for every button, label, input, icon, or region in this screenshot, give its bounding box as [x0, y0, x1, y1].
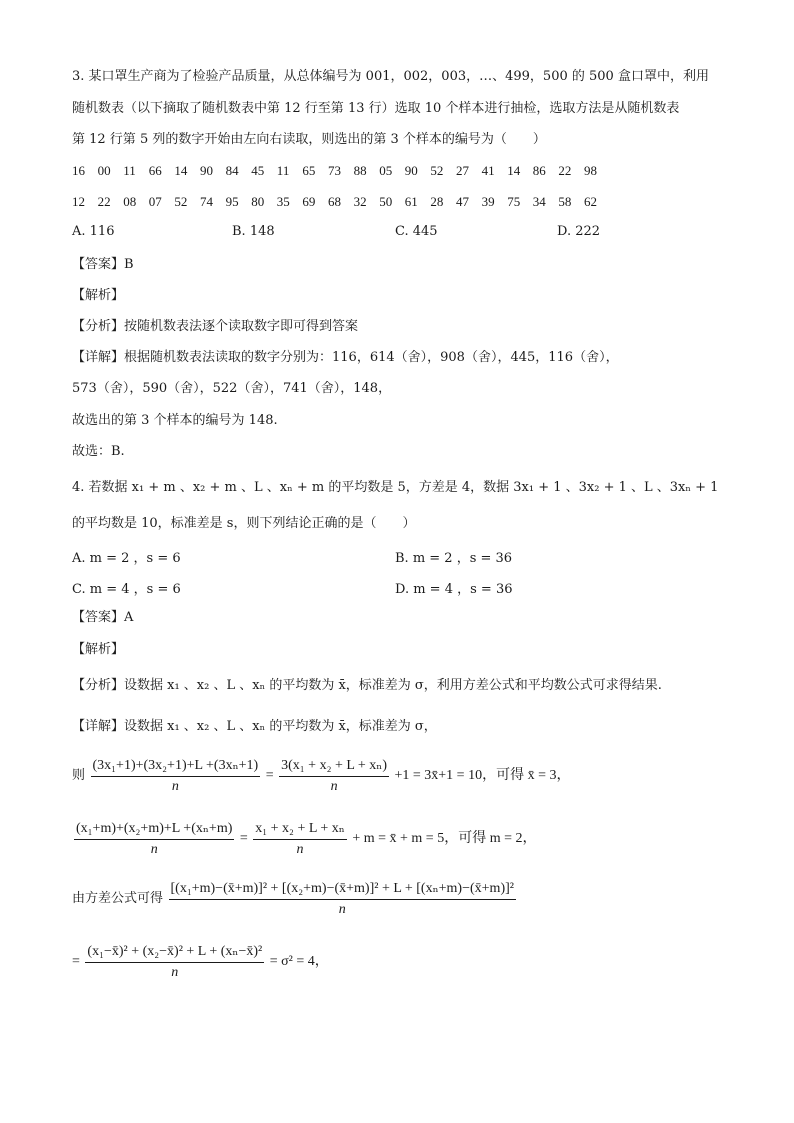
q3-detail-line3: 故选出的第 3 个样本的编号为 148.: [72, 413, 278, 428]
random-number-cell: 45: [251, 163, 265, 178]
q4-stem-line2: 的平均数是 10，标准差是 s，则下列结论正确的是（ ）: [72, 516, 416, 531]
eq4-tail: = σ² = 4，: [269, 954, 329, 970]
q3-stem-line1: 3. 某口罩生产商为了检验产品质量，从总体编号为 001，002，003，…、499，500 的 500 盒口罩中，利用: [72, 69, 709, 84]
random-number-cell: 52: [174, 194, 188, 209]
random-number-cell: 84: [225, 163, 239, 178]
eq4-fraction: [85, 943, 264, 981]
random-number-cell: 35: [276, 194, 290, 209]
random-number-cell: 61: [404, 194, 418, 209]
eq2-numerator2: x₁ + x₂ + L + xₙ: [253, 820, 347, 840]
q4-detail-intro: 【详解】设数据 x₁ 、x₂ 、L 、xₙ 的平均数为 x̄，标准差为 σ，: [72, 719, 437, 734]
eq2-fraction-right: [253, 820, 347, 858]
eq1-fraction-right: [279, 757, 389, 795]
eq3-numerator: [(x₁+m)−(x̄+m)]² + [(x₂+m)−(x̄+m)]² + L + [(xₙ+m)−(x̄+m)]²: [169, 880, 516, 900]
q4-analysis: 【分析】设数据 x₁ 、x₂ 、L 、xₙ 的平均数为 x̄，标准差为 σ，利用方差公式和平均数公式可求得结果.: [72, 678, 662, 693]
q3-option-c: C. 445: [395, 224, 438, 239]
eq2-numerator: (x₁+m)+(x₂+m)+L +(xₙ+m): [74, 820, 234, 840]
eq3-denominator: n: [338, 902, 346, 917]
random-number-cell: 27: [456, 163, 469, 178]
eq1-denominator: n: [171, 779, 179, 794]
q4-option-d: D. m = 4 ，s = 36: [395, 582, 513, 597]
equation-variance-simplified: [72, 943, 329, 981]
eq1-denominator2: n: [330, 779, 338, 794]
q3-option-a: A. 116: [72, 224, 115, 239]
q3-analysis: 【分析】按随机数表法逐个读取数字即可得到答案: [72, 319, 359, 334]
eq4-denominator: n: [171, 965, 179, 980]
eq1-equals: =: [265, 768, 274, 784]
equation-mean-shifted: [72, 820, 536, 858]
q3-stem-line3: 第 12 行第 5 列的数字开始由左向右读取，则选出的第 3 个样本的编号为（ ）: [72, 132, 546, 147]
random-number-cell: 14: [507, 163, 521, 178]
q4-option-a: A. m = 2 ，s = 6: [72, 551, 181, 566]
random-number-cell: 12: [72, 194, 85, 209]
random-number-cell: 07: [148, 194, 162, 209]
q3-conclusion: 故选：B.: [72, 444, 125, 459]
random-number-cell: 88: [353, 163, 367, 178]
q4-stem-line1: 4. 若数据 x₁ + m 、x₂ + m 、L 、xₙ + m 的平均数是 5，方差是 4，数据 3x₁ + 1 、3x₂ + 1 、L 、3xₙ + 1: [72, 480, 719, 495]
random-number-cell: 28: [430, 194, 444, 209]
q4-option-c: C. m = 4 ，s = 6: [72, 582, 181, 597]
eq2-denominator2: n: [296, 842, 304, 857]
random-number-cell: 41: [481, 163, 495, 178]
q4-option-b: B. m = 2 ，s = 36: [395, 551, 513, 566]
random-number-cell: 00: [97, 163, 111, 178]
eq1-numerator: (3x₁+1)+(3x₂+1)+L +(3xₙ+1): [91, 757, 261, 777]
random-number-cell: 80: [251, 194, 265, 209]
eq1-prefix: 则: [72, 768, 86, 784]
random-number-cell: 22: [97, 194, 111, 209]
random-number-cell: 95: [225, 194, 239, 209]
random-number-cell: 32: [353, 194, 367, 209]
random-number-cell: 39: [481, 194, 495, 209]
eq3-fraction: [169, 880, 516, 918]
q3-detail-line1: 【详解】根据随机数表法读取的数字分别为：116，614（舍），908（舍），445，116（舍），: [72, 350, 619, 365]
random-number-cell: 73: [328, 163, 341, 178]
random-number-cell: 34: [532, 194, 546, 209]
eq1-numerator2: 3(x₁ + x₂ + L + xₙ): [279, 757, 389, 777]
eq1-tail: +1 = 3x̄+1 = 10，可得 x̄ = 3，: [394, 768, 571, 784]
random-number-cell: 47: [456, 194, 469, 209]
q3-option-d: D. 222: [557, 224, 601, 239]
random-number-cell: 68: [328, 194, 341, 209]
random-number-cell: 66: [148, 163, 162, 178]
equation-variance: [72, 880, 518, 918]
eq2-equals: =: [239, 831, 248, 847]
eq3-prefix: 由方差公式可得: [72, 891, 164, 907]
eq1-fraction-left: [91, 757, 261, 795]
random-number-cell: 08: [123, 194, 137, 209]
eq4-equals: =: [72, 954, 80, 970]
random-number-cell: 50: [379, 194, 393, 209]
eq2-denominator: n: [150, 842, 158, 857]
random-number-cell: 52: [430, 163, 444, 178]
random-number-cell: 86: [532, 163, 546, 178]
eq4-numerator: (x₁−x̄)² + (x₂−x̄)² + L + (xₙ−x̄)²: [85, 943, 264, 963]
random-number-cell: 05: [379, 163, 393, 178]
random-number-cell: 16: [72, 163, 85, 178]
random-number-cell: 98: [584, 163, 597, 178]
random-table-row12: [72, 162, 712, 180]
random-number-cell: 90: [200, 163, 213, 178]
random-number-cell: 11: [276, 163, 290, 178]
random-table-row13: [72, 193, 712, 211]
random-number-cell: 69: [302, 194, 316, 209]
q3-jiexi-heading: 【解析】: [72, 288, 125, 303]
random-number-cell: 11: [123, 163, 136, 178]
random-number-cell: 62: [584, 194, 597, 209]
random-number-cell: 58: [558, 194, 572, 209]
random-number-cell: 65: [302, 163, 316, 178]
random-number-cell: 75: [507, 194, 521, 209]
eq2-tail: + m = x̄ + m = 5，可得 m = 2，: [352, 831, 537, 847]
equation-mean-transformed: [72, 757, 570, 795]
q3-stem-line2: 随机数表（以下摘取了随机数表中第 12 行至第 13 行）选取 10 个样本进行抽检，选取方法是从随机数表: [72, 101, 680, 116]
q4-jiexi-heading: 【解析】: [72, 642, 125, 657]
random-number-cell: 74: [200, 194, 213, 209]
eq2-fraction-left: [74, 820, 234, 858]
q3-answer: 【答案】B: [72, 257, 134, 272]
q3-option-b: B. 148: [232, 224, 275, 239]
random-number-cell: 90: [404, 163, 418, 178]
q4-answer: 【答案】A: [72, 610, 134, 625]
q3-detail-line2: 573（舍），590（舍），522（舍），741（舍），148，: [72, 381, 392, 396]
random-number-cell: 14: [174, 163, 188, 178]
random-number-cell: 22: [558, 163, 572, 178]
